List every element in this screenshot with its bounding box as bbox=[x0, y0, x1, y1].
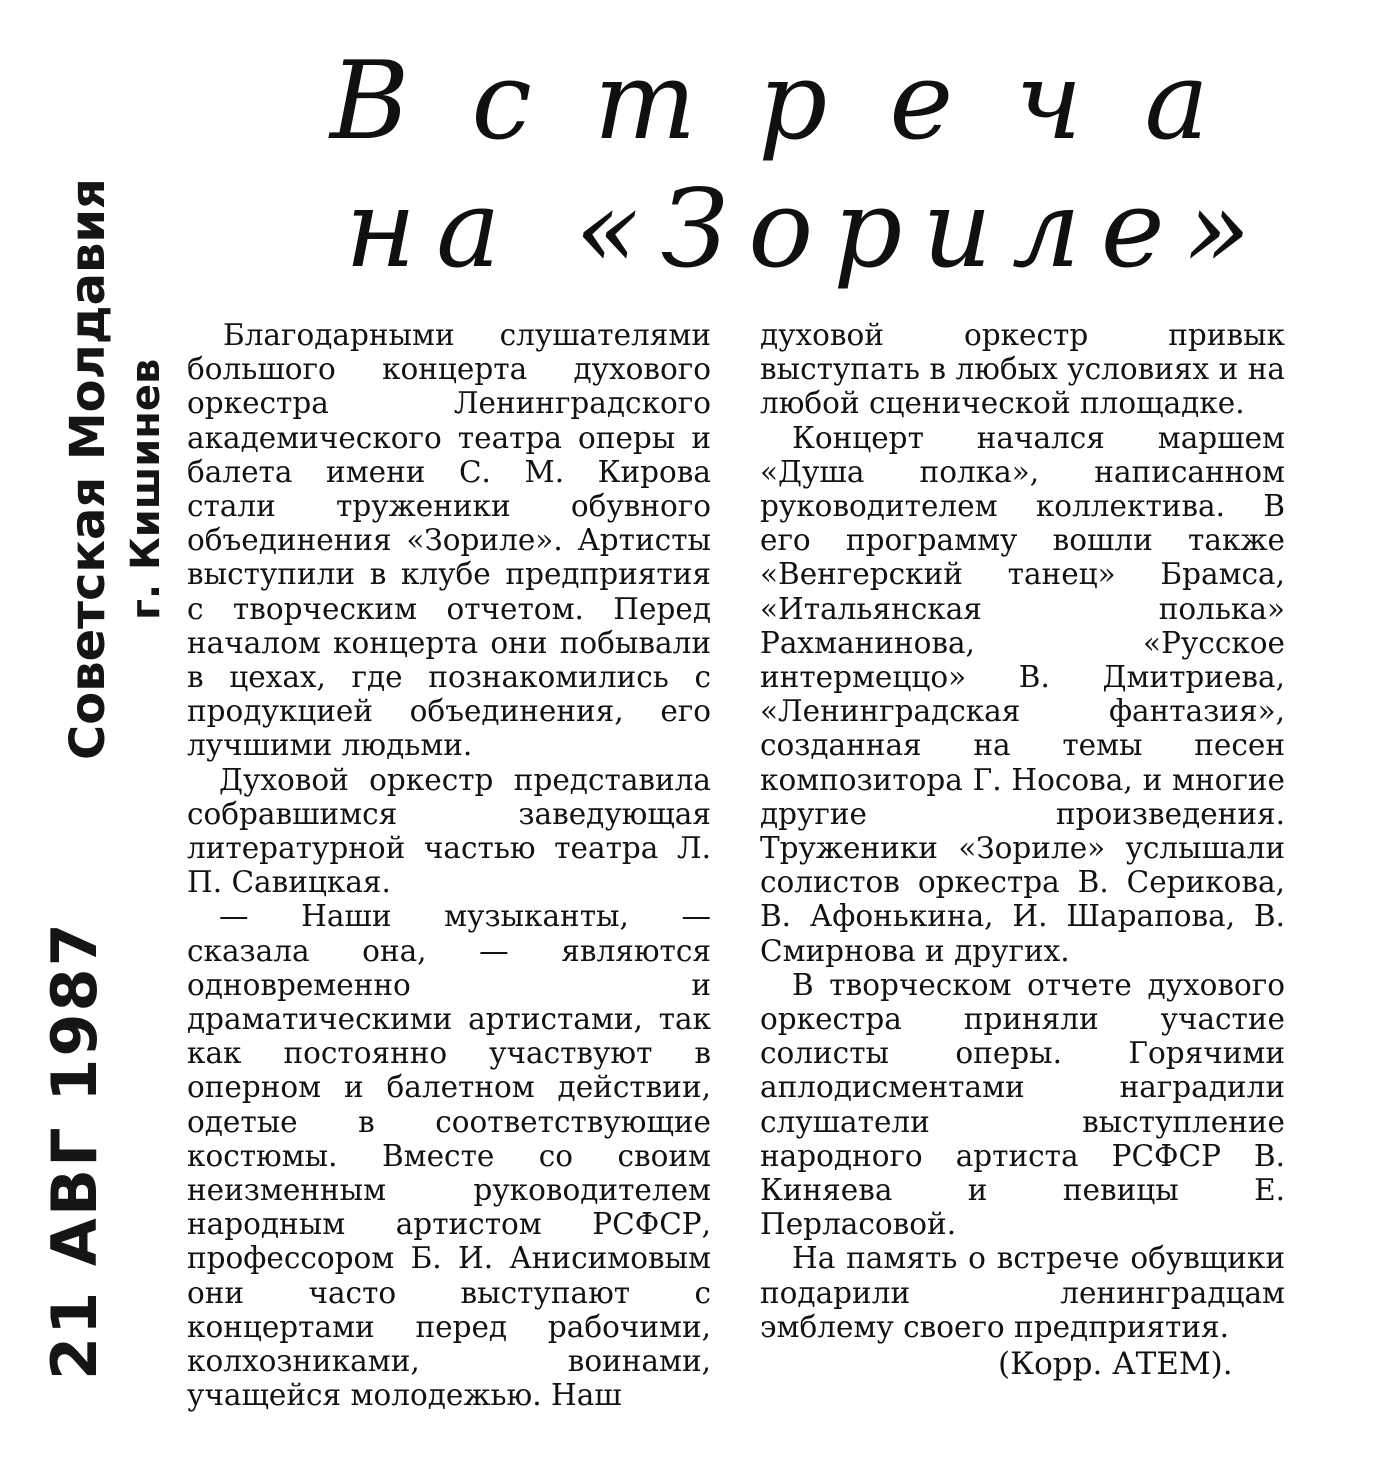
article-paragraph: Благодарными слушателями большого концерта духового оркестра Ленинградского академического театра оперы и балета имени С. М. Кирова стали труженики обувного объединения «Зориле». Артисты выступили в клубе предприятия с творческим отчетом. Перед началом концерта они побывали в цехах, где познакомились с продукцией объединения, его лучшими людьми. bbox=[187, 318, 711, 763]
article-column-left bbox=[187, 318, 711, 1413]
article-paragraph: В творческом отчете духового оркестра приняли участие солисты оперы. Горячими аплодисментами наградили слушатели выступление народного артиста РСФСР В. Киняева и певицы Е. Перласовой. bbox=[760, 967, 1285, 1242]
article-paragraph: духовой оркестр привык выступать в любых условиях и на любой сценической площадке. bbox=[760, 318, 1285, 421]
author-signature: (Корр. АТЕМ). bbox=[998, 1346, 1233, 1382]
stamp-newspaper-name: Советская Молдавия bbox=[60, 178, 116, 760]
article-paragraph: На память о встрече обувщики подарили ленинградцам эмблему своего предприятия. bbox=[760, 1241, 1285, 1344]
article-paragraph: Духовой оркестр представила собравшимся заведующая литературной частью театра Л. П. Савицкая. bbox=[187, 762, 711, 900]
headline-line-2: на «Зориле» bbox=[345, 167, 1271, 292]
stamp-date: 21 АВГ 1987 bbox=[38, 921, 111, 1380]
headline-line-1: Встреча bbox=[330, 39, 1271, 164]
article-column-right bbox=[760, 318, 1285, 1344]
article-paragraph: Концерт начался маршем «Душа полка», написанном руководителем коллектива. В его программу вошли также «Венгерский танец» Брамса, «Итальянская полька» Рахманинова, «Русское интермеццо» В. Дмитриева, «Ленинградская фантазия», созданная на темы песен композитора Г. Носова, и многие другие произведения. Труженики «Зориле» услышали солистов оркестра В. Серикова, В. Афонькина, И. Шарапова, В. Смирнова и других. bbox=[760, 420, 1285, 968]
article-paragraph: — Наши музыканты, — сказала она, — являются одновременно и драматическими артистами, так как постоянно участвуют в оперном и балетном действии, одетые в соответствующие костюмы. Вместе со своим неизменным руководителем народным артистом РСФСР, профессором Б. И. Анисимовым они часто выступают с концертами перед рабочими, колхозниками, воинами, учащейся молодежью. Наш bbox=[187, 899, 711, 1413]
stamp-city: г. Кишинев bbox=[123, 358, 169, 620]
